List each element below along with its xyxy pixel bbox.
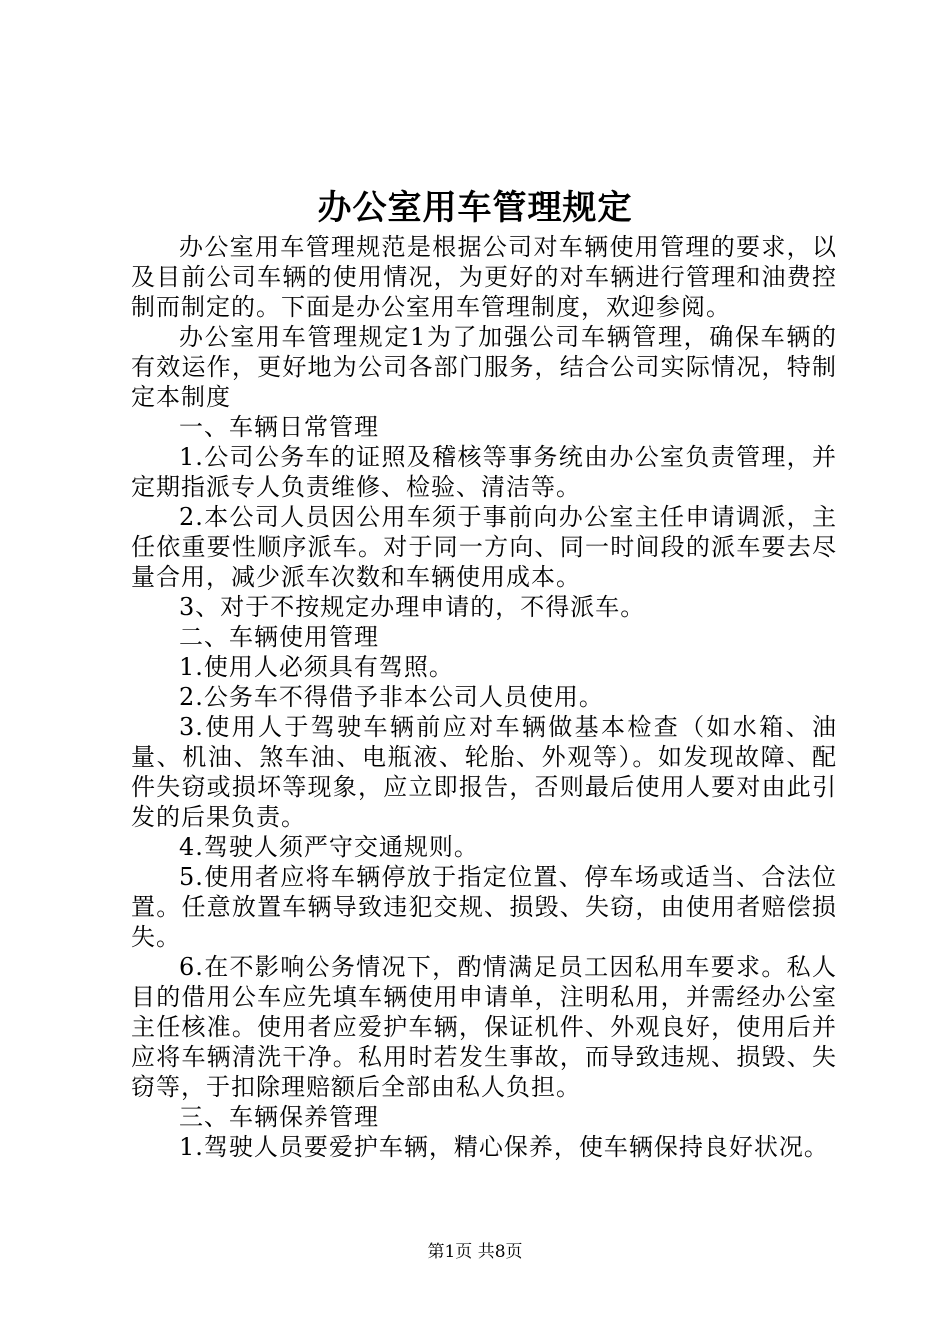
clause-paragraph: 3.使用人于驾驶车辆前应对车辆做基本检查（如水箱、油量、机油、煞车油、电瓶液、轮胎、外观等）。如发现故障、配件失窃或损坏等现象，应立即报告，否则最后使用人要对由此引发的后果负责。 (131, 713, 837, 831)
document-title: 办公室用车管理规定 (317, 188, 633, 228)
clause-paragraph: 3、对于不按规定办理申请的，不得派车。 (179, 593, 646, 621)
clause-paragraph: 4.驾驶人须严守交通规则。 (179, 833, 479, 861)
clause-paragraph: 2.公务车不得借予非本公司人员使用。 (179, 683, 604, 711)
section-heading-maintenance-management: 三、车辆保养管理 (179, 1103, 379, 1131)
clause-paragraph: 2.本公司人员因公用车须于事前向办公室主任申请调派，主任依重要性顺序派车。对于同一方向、同一时间段的派车要去尽量合用，减少派车次数和车辆使用成本。 (131, 503, 837, 591)
intro-paragraph: 办公室用车管理规范是根据公司对车辆使用管理的要求，以及目前公司车辆的使用情况，为更好的对车辆进行管理和油费控制而制定的。下面是办公室用车管理制度，欢迎参阅。 (131, 233, 837, 321)
purpose-paragraph: 办公室用车管理规定1为了加强公司车辆管理，确保车辆的有效运作，更好地为公司各部门服务，结合公司实际情况，特制定本制度 (131, 323, 837, 411)
clause-paragraph: 6.在不影响公务情况下，酌情满足员工因私用车要求。私人目的借用公车应先填车辆使用申请单，注明私用，并需经办公室主任核准。使用者应爱护车辆，保证机件、外观良好，使用后并应将车辆清洗干净。私用时若发生事故，而导致违规、损毁、失窃等，于扣除理赔额后全部由私人负担。 (131, 953, 837, 1101)
section-heading-daily-management: 一、车辆日常管理 (179, 413, 379, 441)
clause-paragraph: 1.驾驶人员要爱护车辆，精心保养，使车辆保持良好状况。 (179, 1133, 829, 1161)
page-number-footer: 第1页 共8页 (427, 1242, 523, 1262)
clause-paragraph: 1.使用人必须具有驾照。 (179, 653, 454, 681)
section-heading-usage-management: 二、车辆使用管理 (179, 623, 379, 651)
clause-paragraph: 5.使用者应将车辆停放于指定位置、停车场或适当、合法位置。任意放置车辆导致违犯交规、损毁、失窃，由使用者赔偿损失。 (131, 863, 837, 951)
document-body (131, 232, 837, 1162)
clause-paragraph: 1.公司公务车的证照及稽核等事务统由办公室负责管理，并定期指派专人负责维修、检验、清洁等。 (131, 443, 837, 501)
